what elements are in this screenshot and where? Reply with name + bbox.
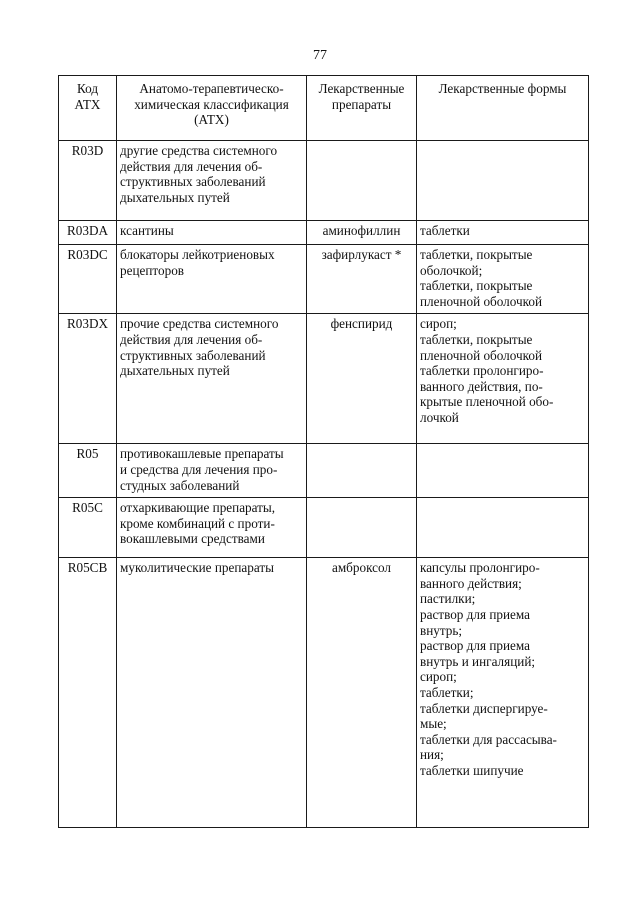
text-line: сироп; <box>420 316 457 332</box>
text-line: ванного действия; <box>420 575 522 591</box>
text-line: прочие средства системного <box>120 316 279 332</box>
text-line: другие средства системного <box>120 143 278 158</box>
text-line: кроме комбинаций с проти- <box>120 515 275 531</box>
text-line: аминофиллин <box>322 223 401 238</box>
text-line: противокашлевые препараты <box>120 446 284 462</box>
table-body <box>59 141 589 828</box>
cell-drug <box>307 498 417 558</box>
cell-forms <box>417 558 589 828</box>
text-line: раствор для приема <box>420 638 531 654</box>
text-line: студных заболеваний <box>120 477 240 493</box>
text-line: пастилки; <box>420 591 476 607</box>
cell-classification <box>117 245 307 314</box>
cell-code: R03DX <box>59 314 117 444</box>
header-drugs <box>307 76 417 141</box>
table-row <box>59 245 589 314</box>
text-line: отхаркивающие препараты, <box>120 500 276 516</box>
text-line: пленочной оболочкой <box>420 347 543 363</box>
text-line: таблетки шипучие <box>420 762 524 778</box>
cell-classification <box>117 221 307 245</box>
text-line: ксантины <box>120 223 174 238</box>
text-line: вокашлевыми средствами <box>120 531 265 547</box>
text-line: Код <box>76 81 99 96</box>
cell-code: R05C <box>59 498 117 558</box>
text-line: мые; <box>420 716 447 732</box>
text-line: препараты <box>331 96 392 112</box>
text-line: таблетки для рассасыва- <box>420 731 557 747</box>
header-code <box>59 76 117 141</box>
text-line: сироп; <box>420 669 457 685</box>
table-row <box>59 444 589 498</box>
text-line: действия для лечения об- <box>120 331 263 347</box>
text-line: амброксол <box>331 560 392 576</box>
cell-forms <box>417 245 589 314</box>
cell-classification <box>117 314 307 444</box>
text-line: таблетки, покрытые <box>420 278 533 294</box>
text-line: Анатомо-терапевтическо- <box>139 81 284 96</box>
table-row <box>59 141 589 221</box>
header-classification <box>117 76 307 141</box>
text-line: ния; <box>420 747 444 763</box>
text-line: структивных заболеваний <box>120 174 266 190</box>
text-line: капсулы пролонгиро- <box>420 560 540 576</box>
text-line: дыхательных путей <box>120 189 230 205</box>
text-line: таблетки диспергируе- <box>420 700 548 716</box>
cell-code: R03DC <box>59 245 117 314</box>
cell-classification <box>117 558 307 828</box>
text-line: крытые пленочной обо- <box>420 394 554 410</box>
text-line: фенспирид <box>330 316 393 332</box>
text-line: АТХ <box>74 96 101 112</box>
header-forms <box>417 76 589 141</box>
cell-drug <box>307 141 417 221</box>
cell-forms <box>417 498 589 558</box>
text-line: внутрь; <box>420 622 463 638</box>
text-line: действия для лечения об- <box>120 158 263 174</box>
cell-classification <box>117 141 307 221</box>
text-line: раствор для приема <box>420 606 531 622</box>
cell-drug <box>307 444 417 498</box>
text-line: блокаторы лейкотриеновых <box>120 247 275 262</box>
cell-drug <box>307 245 417 314</box>
cell-forms <box>417 444 589 498</box>
cell-drug <box>307 558 417 828</box>
text-line: муколитические препараты <box>120 560 274 576</box>
text-line: таблетки; <box>420 684 474 700</box>
cell-code: R03D <box>59 141 117 221</box>
text-line: таблетки <box>420 223 470 238</box>
atc-classification-table <box>58 75 589 828</box>
text-line: внутрь и ингаляций; <box>420 653 536 669</box>
table-row <box>59 221 589 245</box>
table-row <box>59 558 589 828</box>
text-line: таблетки пролонгиро- <box>420 363 544 379</box>
text-line: и средства для лечения про- <box>120 461 278 477</box>
cell-forms <box>417 141 589 221</box>
text-line: химическая классификация <box>134 96 289 112</box>
cell-code: R05 <box>59 444 117 498</box>
text-line: лочкой <box>420 409 459 425</box>
text-line: структивных заболеваний <box>120 347 266 363</box>
text-line: дыхательных путей <box>120 363 230 379</box>
text-line: Лекарственные <box>318 81 405 96</box>
text-line: ванного действия, по- <box>420 378 543 394</box>
table-header-row <box>59 76 589 141</box>
cell-forms <box>417 221 589 245</box>
cell-drug <box>307 314 417 444</box>
cell-classification <box>117 498 307 558</box>
text-line: Лекарственные формы <box>438 81 567 96</box>
text-line: таблетки, покрытые <box>420 247 533 262</box>
cell-forms <box>417 314 589 444</box>
text-line: рецепторов <box>120 262 185 278</box>
cell-classification <box>117 444 307 498</box>
cell-code: R05CB <box>59 558 117 828</box>
text-line: (АТХ) <box>194 112 229 128</box>
text-line: таблетки, покрытые <box>420 331 533 347</box>
table-row <box>59 314 589 444</box>
text-line: оболочкой; <box>420 262 483 278</box>
cell-code: R03DA <box>59 221 117 245</box>
cell-drug <box>307 221 417 245</box>
text-line: пленочной оболочкой <box>420 293 543 309</box>
table-row <box>59 498 589 558</box>
text-line: зафирлукаст * <box>321 247 402 262</box>
page-number: 77 <box>313 48 327 63</box>
